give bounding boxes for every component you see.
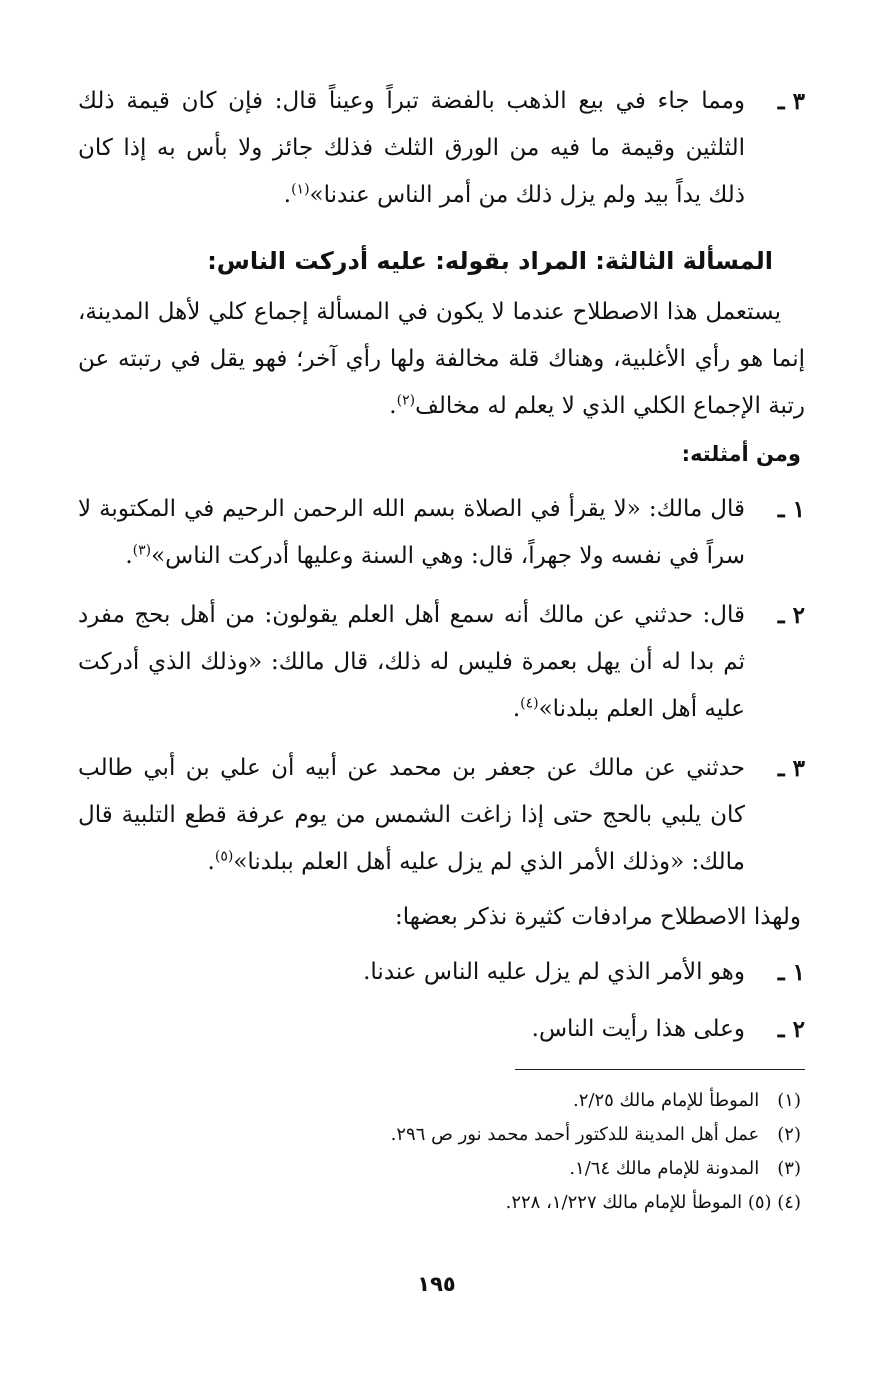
synonyms-intro: ولهذا الاصطلاح مرادفات كثيرة نذكر بعضها: bbox=[395, 904, 801, 930]
item-number: ١ ـ bbox=[777, 496, 805, 523]
item-text: ومما جاء في بيع الذهب بالفضة تبراً وعيناً قال: فإن كان قيمة ذلك الثلثين وقيمة ما فيه من الورق الثلث فذلك جائز ولا بأس به إذا كان ذلك يداً بيد ولم يزل ذلك من أمر الناس عندنا» bbox=[78, 88, 745, 208]
footnote-divider bbox=[515, 1069, 805, 1070]
list-item-3-gold-silver: ٣ ـ ومما جاء في بيع الذهب بالفضة تبراً وعيناً قال: فإن كان قيمة ذلك الثلثين وقيمة ما فيه من الورق الثلث فذلك جائز ولا بأس به إذا كان ذلك يداً بيد ولم يزل ذلك من أمر الناس عندنا»$^{(١)}$. bbox=[78, 78, 805, 219]
item-number: ١ ـ bbox=[777, 959, 805, 986]
footnote-2 bbox=[78, 1118, 805, 1152]
footnote-label: (٣) bbox=[777, 1158, 801, 1179]
item-number: ٢ ـ bbox=[777, 1016, 805, 1043]
item-number: ٣ ـ bbox=[777, 88, 805, 115]
footnote-ref[interactable]: (٢) bbox=[396, 392, 416, 409]
item-text: قال مالك: «لا يقرأ في الصلاة بسم الله الرحمن الرحيم في المكتوبة لا سراً في نفسه ولا جهراً، قال: وهي السنة وعليها أدركت الناس» bbox=[78, 496, 745, 569]
footnote-3 bbox=[78, 1152, 805, 1186]
example-item-1: ١ ـ قال مالك: «لا يقرأ في الصلاة بسم الله الرحمن الرحيم في المكتوبة لا سراً في نفسه ولا جهراً، قال: وهي السنة وعليها أدركت الناس»$^{(٣)}$. bbox=[78, 486, 805, 580]
example-item-3: ٣ ـ حدثني عن مالك عن جعفر بن محمد عن أبيه أن علي بن أبي طالب كان يلبي بالحج حتى إذا زاغت الشمس من يوم عرفة قطع التلبية قال مالك: «وذلك الأمر الذي لم يزل عليه أهل العلم ببلدنا»$^{(٥)}$. bbox=[78, 745, 805, 886]
item-text: قال: حدثني عن مالك أنه سمع أهل العلم يقولون: من أهل بحج مفرد ثم بدا له أن يهل بعمرة فليس له ذلك، قال مالك: «وذلك الذي أدركت عليه أهل العلم ببلدنا» bbox=[78, 602, 745, 722]
synonym-item-2 bbox=[78, 1006, 805, 1053]
page-body bbox=[78, 78, 805, 1393]
footnote-ref[interactable]: (٥) bbox=[214, 848, 234, 865]
page-number: ١٩٥ bbox=[417, 1272, 456, 1296]
example-item-2: ٢ ـ قال: حدثني عن مالك أنه سمع أهل العلم يقولون: من أهل بحج مفرد ثم بدا له أن يهل بعمرة فليس له ذلك، قال مالك: «وذلك الذي أدركت عليه أهل العلم ببلدنا»$^{(٤)}$. bbox=[78, 592, 805, 733]
item-text: وعلى هذا رأيت الناس. bbox=[531, 1016, 745, 1042]
footnote-label: (١) bbox=[777, 1090, 801, 1111]
item-text: وهو الأمر الذي لم يزل عليه الناس عندنا. bbox=[363, 959, 745, 985]
footnote-1 bbox=[78, 1084, 805, 1118]
intro-paragraph: يستعمل هذا الاصطلاح عندما لا يكون في المسألة إجماع كلي لأهل المدينة، إنما هو رأي الأغلبية، وهناك قلة مخالفة ولها رأي آخر؛ فهو يقل في رتبته عن رتبة الإجماع الكلي الذي لا يعلم له مخالف$^{(٢)}$. bbox=[78, 299, 805, 419]
footnote-text: المدونة للإمام مالك ١/٦٤. bbox=[569, 1158, 760, 1179]
item-number: ٣ ـ bbox=[777, 755, 805, 782]
footnote-text: الموطأ للإمام مالك ١/٢٢٧، ٢٢٨. bbox=[505, 1192, 743, 1213]
examples-heading: ومن أمثلته: bbox=[681, 442, 801, 466]
section-heading: المسألة الثالثة: المراد بقوله: عليه أدركت الناس: bbox=[207, 247, 773, 275]
footnote-label: (٢) bbox=[777, 1124, 801, 1145]
footnote-ref[interactable]: (٣) bbox=[132, 542, 152, 559]
footnotes bbox=[78, 1084, 805, 1220]
footnote-text: عمل أهل المدينة للدكتور أحمد محمد نور ص ٢٩٦. bbox=[390, 1124, 760, 1145]
footnote-ref[interactable]: (٤) bbox=[520, 695, 539, 712]
item-number: ٢ ـ bbox=[777, 602, 805, 629]
footnote-label: (٤) (٥) bbox=[747, 1192, 801, 1213]
footnote-ref[interactable]: (١) bbox=[291, 181, 310, 198]
footnote-4-5 bbox=[78, 1186, 805, 1220]
item-text: حدثني عن مالك عن جعفر بن محمد عن أبيه أن علي بن أبي طالب كان يلبي بالحج حتى إذا زاغت الشمس من يوم عرفة قطع التلبية قال مالك: «وذلك الأمر الذي لم يزل عليه أهل العلم ببلدنا» bbox=[78, 755, 745, 875]
synonym-item-1 bbox=[78, 949, 805, 996]
footnote-text: الموطأ للإمام مالك ٢/٢٥. bbox=[573, 1090, 760, 1111]
